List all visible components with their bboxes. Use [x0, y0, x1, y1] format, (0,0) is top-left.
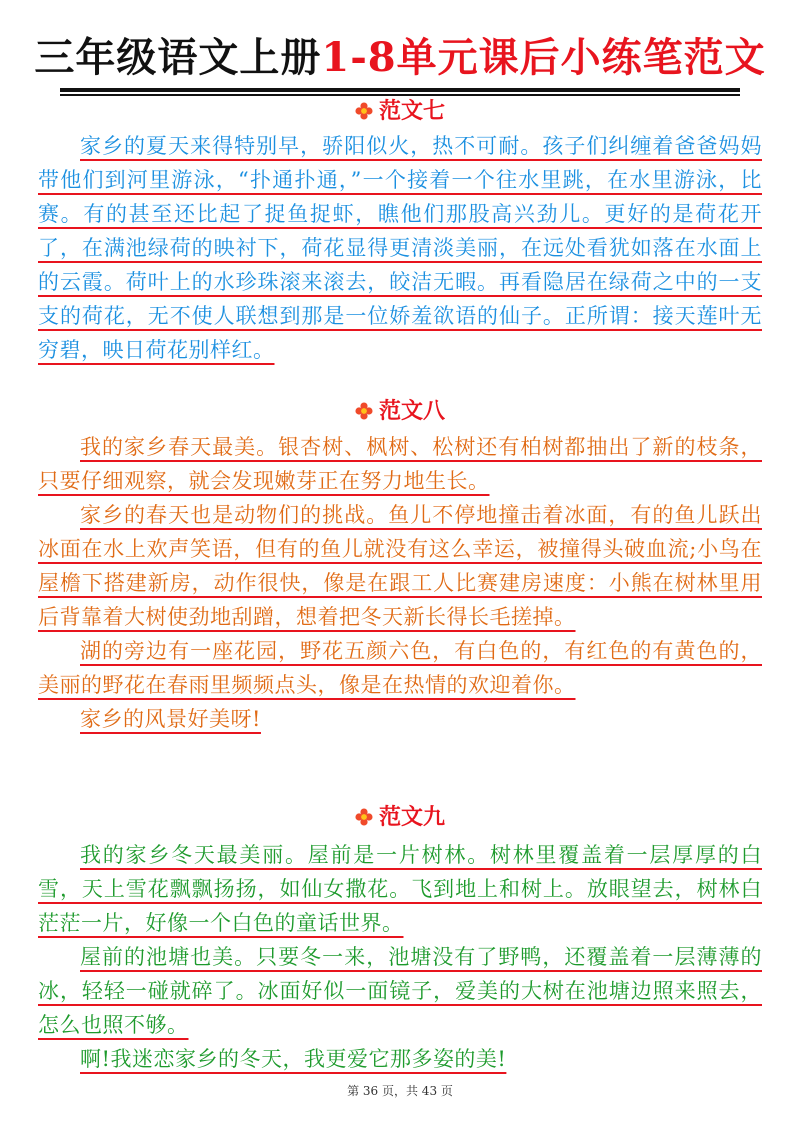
section-heading-9-text: 范文九 — [378, 804, 445, 830]
paragraph: 我的家乡春天最美。银杏树、枫树、松树还有柏树都抽出了新的枝条，只要仔细观察，就会发现嫩芽正在努力地生长。 — [38, 435, 762, 493]
section-9-body — [38, 838, 762, 1076]
flower-icon — [355, 808, 373, 826]
paragraph: 啊!我迷恋家乡的冬天，我更爱它那多姿的美! — [80, 1047, 507, 1071]
page-title — [0, 30, 800, 86]
paragraph: 家乡的风景好美呀! — [80, 707, 261, 731]
section-heading-8 — [0, 396, 800, 426]
section-heading-8-text: 范文八 — [378, 398, 445, 424]
section-heading-7-text: 范文七 — [378, 98, 445, 124]
page-footer: 第 36 页，共 43 页 — [347, 1084, 453, 1098]
flower-icon — [355, 102, 373, 120]
section-heading-9 — [0, 802, 800, 832]
paragraph: 家乡的春天也是动物们的挑战。鱼儿不停地撞击着冰面，有的鱼儿跃出冰面在水上欢声笑语，但有的鱼儿就没有这么幸运，被撞得头破血流;小鸟在屋檐下搭建新房，动作很快，像是在跟工人比赛建房速度：小熊在树林里用后背靠着大树使劲地刮蹭，想着把冬天新长得长毛搓掉。 — [38, 503, 762, 629]
title-underline-thick — [60, 88, 740, 92]
paragraph: 我的家乡冬天最美丽。屋前是一片树林。树林里覆盖着一层厚厚的白雪，天上雪花飘飘扬扬，如仙女撒花。飞到地上和树上。放眼望去，树林白茫茫一片，好像一个白色的童话世界。 — [38, 843, 762, 935]
paragraph: 家乡的夏天来得特别早，骄阳似火，热不可耐。孩子们纠缠着爸爸妈妈带他们到河里游泳，“扑通扑通，”一个接着一个往水里跳，在水里游泳，比赛。有的甚至还比起了捉鱼捉虾，瞧他们那股高兴劲儿。更好的是荷花开了，在满池绿荷的映衬下，荷花显得更清淡美丽，在远处看犹如落在水面上的云霞。荷叶上的水珍珠滚来滚去，皎洁无暇。再看隐居在绿荷之中的一支支的荷花，无不使人联想到那是一位娇羞欲语的仙子。正所谓：接天莲叶无穷碧，映日荷花别样红。 — [38, 134, 762, 362]
paragraph: 湖的旁边有一座花园，野花五颜六色，有白色的，有红色的有黄色的，美丽的野花在春雨里频频点头，像是在热情的欢迎着你。 — [38, 639, 762, 697]
section-8-body — [38, 430, 762, 736]
flower-icon — [355, 402, 373, 420]
page-title-grade: 三年级语文上册 — [34, 34, 322, 81]
section-7-body — [38, 129, 762, 367]
paragraph: 屋前的池塘也美。只要冬一来，池塘没有了野鸭，还覆盖着一层薄薄的冰，轻轻一碰就碎了。冰面好似一面镜子，爱美的大树在池塘边照来照去，怎么也照不够。 — [38, 945, 762, 1037]
page-title-subject: 1-8单元课后小练笔范文 — [321, 34, 766, 81]
section-heading-7 — [0, 96, 800, 126]
